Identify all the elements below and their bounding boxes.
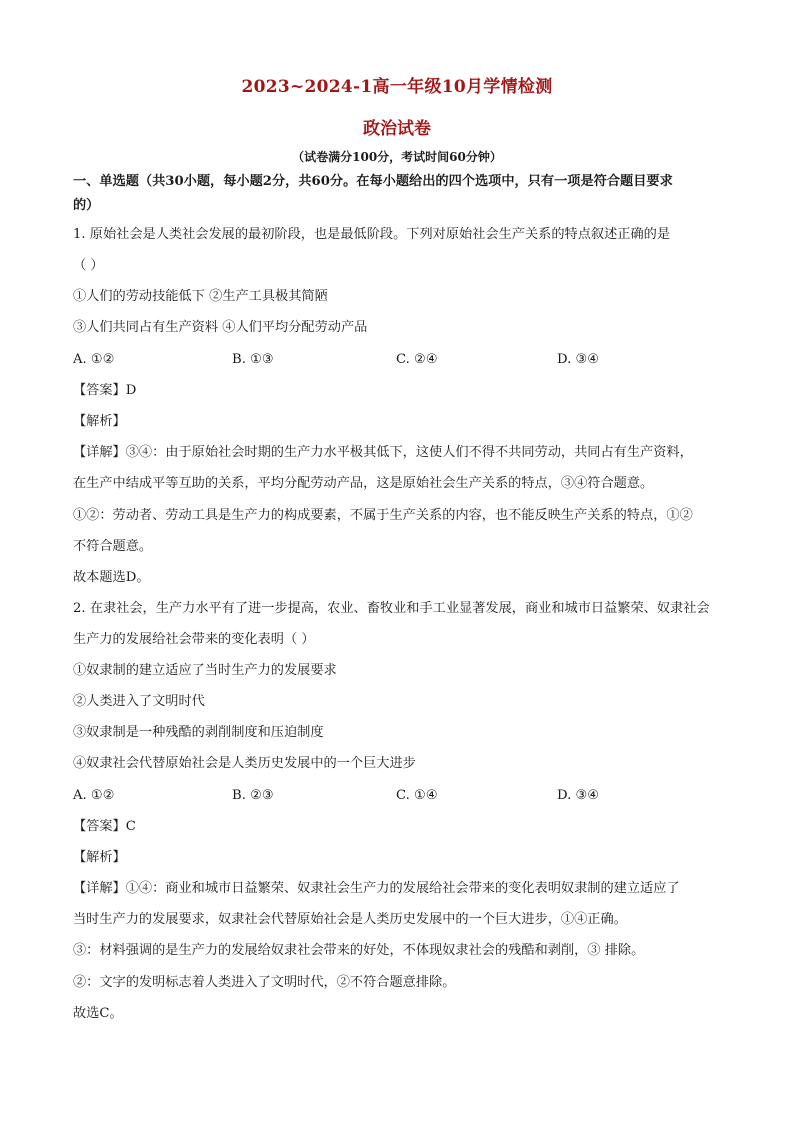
- q1-statement-3-4: ③人们共同占有生产资料 ④人们平均分配劳动产品: [73, 320, 368, 335]
- q2-statement-3: ③奴隶制是一种残酷的剥削制度和压迫制度: [73, 725, 324, 740]
- q1-detail-1: 【详解】③④：由于原始社会时期的生产力水平极其低下，这使人们不得不共同劳动，共同占有生产资料，: [73, 445, 693, 460]
- q1-detail-2: 在生产中结成平等互助的关系，平均分配劳动产品，这是原始社会生产关系的特点，③④符合题意。: [73, 476, 654, 491]
- q2-option-b: B. ②③: [232, 788, 274, 803]
- q2-option-c: C. ①④: [396, 788, 438, 803]
- q2-stem-cont: 生产力的发展给社会带来的变化表明（ ）: [73, 632, 315, 647]
- q2-detail-3: ③：材料强调的是生产力的发展给奴隶社会带来的好处，不体现奴隶社会的残酷和剥削，③ 排除。: [73, 943, 645, 958]
- q2-detail-2: 当时生产力的发展要求，奴隶社会代替原始社会是人类历史发展中的一个巨大进步，①④正确。: [73, 912, 627, 927]
- section-heading-cont: 的）: [73, 198, 100, 213]
- q1-option-c: C. ②④: [396, 352, 438, 367]
- q2-detail-4: ②：文字的发明标志着人类进入了文明时代，②不符合题意排除。: [73, 975, 456, 990]
- q1-option-a: A. ①②: [73, 352, 115, 367]
- q2-conclusion: 故选C。: [73, 1006, 123, 1021]
- q1-detail-4: 不符合题意。: [73, 539, 153, 554]
- q2-answer: 【答案】C: [73, 819, 136, 834]
- q1-analysis-label: 【解析】: [73, 414, 126, 429]
- exam-title: 2023~2024-1高一年级10月学情检测: [241, 77, 553, 97]
- q1-stem: 1. 原始社会是人类社会发展的最初阶段，也是最低阶段。下列对原始社会生产关系的特点叙述正确的是: [73, 227, 671, 242]
- q1-stem-blank: （ ）: [73, 258, 104, 273]
- q2-option-d: D. ③④: [557, 788, 600, 803]
- q2-detail-1: 【详解】①④：商业和城市日益繁荣、奴隶社会生产力的发展给社会带来的变化表明奴隶制的建立适应了: [73, 881, 680, 896]
- q1-statement-1-2: ①人们的劳动技能低下 ②生产工具极其简陋: [73, 289, 328, 304]
- q2-stem: 2. 在隶社会，生产力水平有了进一步提高，农业、畜牧业和手工业显著发展，商业和城市日益繁荣、奴隶社会: [73, 601, 710, 616]
- q2-statement-2: ②人类进入了文明时代: [73, 694, 205, 709]
- q2-statement-1: ①奴隶制的建立适应了当时生产力的发展要求: [73, 663, 337, 678]
- q2-option-a: A. ①②: [73, 788, 115, 803]
- q1-detail-3: ①②：劳动者、劳动工具是生产力的构成要素，不属于生产关系的内容，也不能反映生产关系的特点，①②: [73, 508, 693, 523]
- q1-option-d: D. ③④: [557, 352, 600, 367]
- q1-option-b: B. ①③: [232, 352, 274, 367]
- exam-note: （试卷满分100分，考试时间60分钟）: [292, 150, 502, 164]
- q2-analysis-label: 【解析】: [73, 850, 126, 865]
- q1-answer: 【答案】D: [73, 383, 137, 398]
- q2-statement-4: ④奴隶社会代替原始社会是人类历史发展中的一个巨大进步: [73, 756, 416, 771]
- subject-title: 政治试卷: [363, 119, 431, 139]
- q1-conclusion: 故本题选D。: [73, 570, 150, 585]
- section-heading: 一、单选题（共30小题，每小题2分，共60分。在每小题给出的四个选项中，只有一项是符合题目要求: [73, 174, 673, 189]
